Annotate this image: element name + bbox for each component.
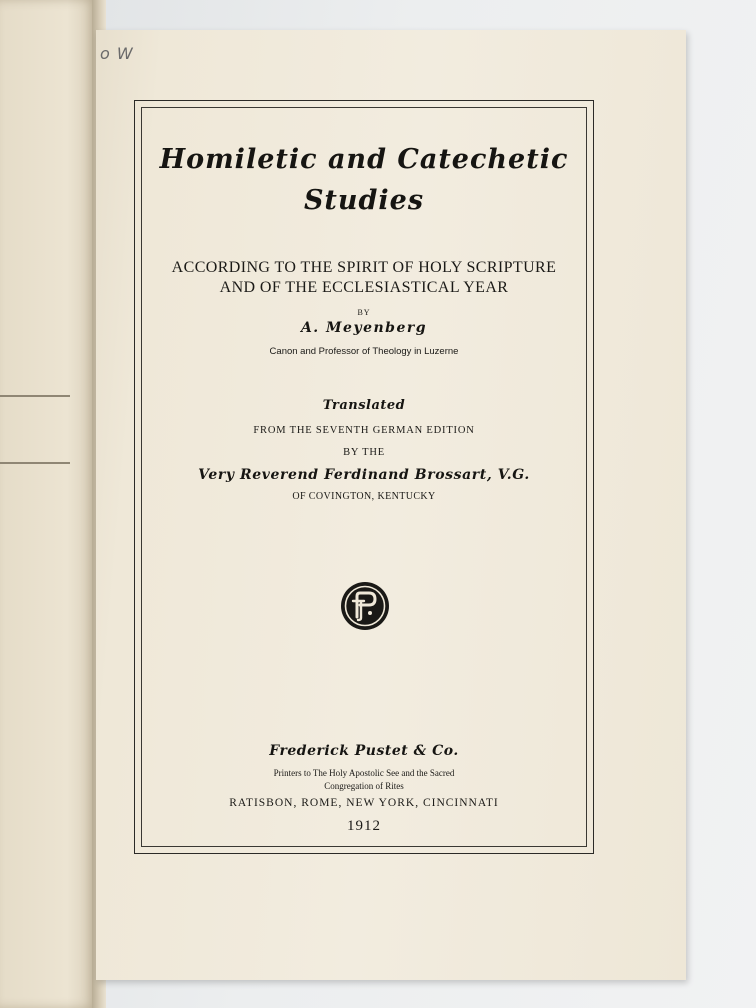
translator-name: Very Reverend Ferdinand Brossart, V.G.	[198, 467, 530, 483]
author-role: Canon and Professor of Theology in Luzerne	[269, 346, 459, 357]
translated-label: Translated	[322, 398, 406, 413]
left-page	[0, 0, 96, 1008]
title-page-content	[141, 107, 587, 847]
by-label: BY	[357, 308, 371, 317]
publication-year: 1912	[347, 818, 381, 834]
publisher-monogram-icon	[339, 580, 391, 632]
subtitle-line-2: AND OF THE ECCLESIASTICAL YEAR	[219, 279, 509, 296]
printers-note	[141, 767, 587, 793]
publisher-name: Frederick Pustet & Co.	[269, 743, 459, 759]
translator-place: OF COVINGTON, KENTUCKY	[292, 491, 436, 502]
pencil-note: o W	[100, 44, 134, 63]
printers-note-line-2: Congregation of Rites	[324, 781, 404, 791]
printers-note-line-1: Printers to The Holy Apostolic See and the Sacred	[273, 768, 455, 778]
author-name: A. Meyenberg	[300, 320, 428, 336]
by-the-label: BY THE	[343, 447, 385, 458]
publisher-cities: RATISBON, ROME, NEW YORK, CINCINNATI	[229, 797, 499, 809]
left-page-rule	[0, 462, 70, 464]
book-title-line-1: Homiletic and Catechetic	[159, 144, 569, 175]
edition-note: FROM THE SEVENTH GERMAN EDITION	[253, 425, 475, 436]
subtitle-line-1: ACCORDING TO THE SPIRIT OF HOLY SCRIPTURE	[171, 259, 557, 276]
book-title-line-2: Studies	[303, 185, 425, 216]
left-page-rule	[0, 395, 70, 397]
